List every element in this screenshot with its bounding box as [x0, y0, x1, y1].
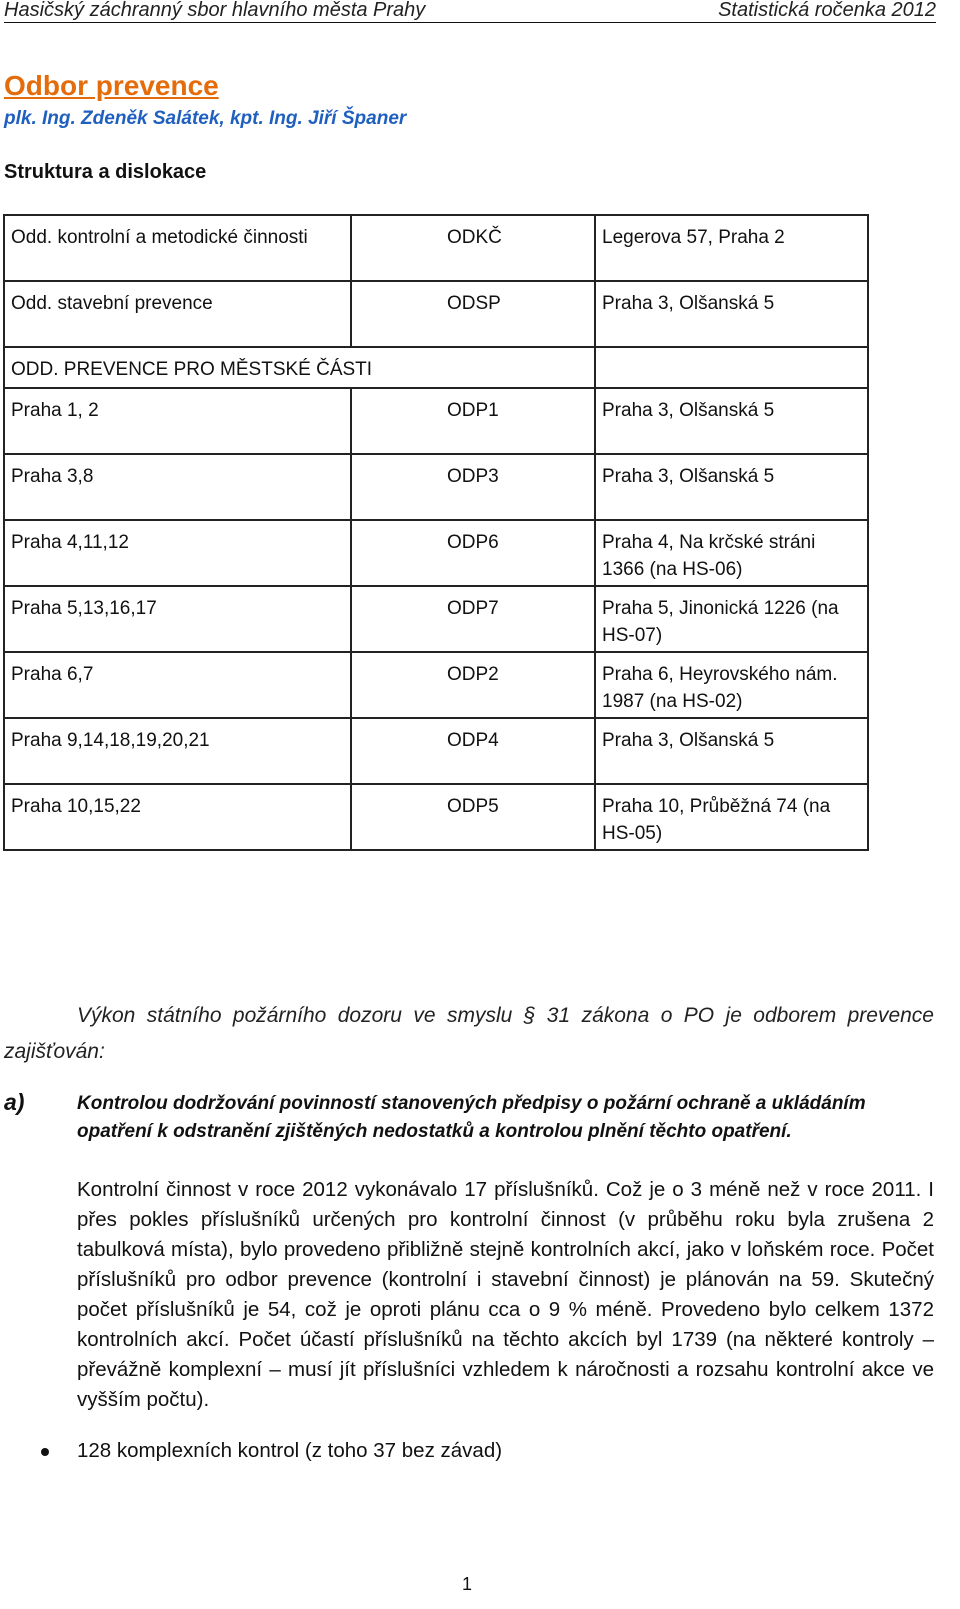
intro-paragraph — [4, 998, 934, 1070]
cell-code: ODP3 — [351, 454, 595, 520]
table-group-row — [4, 347, 868, 388]
header-left: Hasičský záchranný sbor hlavního města Prahy — [4, 0, 426, 21]
page-number: 1 — [462, 1574, 473, 1594]
cell-name: Praha 4,11,12 — [4, 520, 351, 586]
table-row — [4, 718, 868, 784]
table-row — [4, 215, 868, 281]
cell-code: ODP7 — [351, 586, 595, 652]
point-a — [4, 1090, 934, 1146]
body-paragraph — [4, 1175, 934, 1415]
table-row — [4, 281, 868, 347]
table-row — [4, 652, 868, 718]
cell-name: Praha 5,13,16,17 — [4, 586, 351, 652]
cell-name: Odd. kontrolní a metodické činnosti — [4, 215, 351, 281]
cell-code: ODSP — [351, 281, 595, 347]
cell-address: Praha 3, Olšanská 5 — [595, 718, 868, 784]
cell-address: Praha 3, Olšanská 5 — [595, 281, 868, 347]
cell-code: ODP1 — [351, 388, 595, 454]
cell-code: ODKČ — [351, 215, 595, 281]
cell-code: ODP6 — [351, 520, 595, 586]
cell-code: ODP2 — [351, 652, 595, 718]
cell-address: Praha 6, Heyrovského nám. 1987 (na HS-02) — [595, 652, 868, 718]
running-header — [4, 0, 936, 23]
cell-address: Praha 5, Jinonická 1226 (na HS-07) — [595, 586, 868, 652]
point-text: Kontrolou dodržování povinností stanovených předpisy o požární ochraně a ukládáním opatření k odstranění zjištěných nedostatků a kontrolou plnění těchto opatření. — [77, 1093, 866, 1142]
cell-name: Praha 3,8 — [4, 454, 351, 520]
table-row — [4, 454, 868, 520]
cell-name: Praha 1, 2 — [4, 388, 351, 454]
cell-code: ODP4 — [351, 718, 595, 784]
cell-address: Legerova 57, Praha 2 — [595, 215, 868, 281]
intro-line-2: zajišťován: — [4, 1040, 105, 1063]
structure-table — [3, 214, 869, 851]
point-marker: a) — [4, 1089, 25, 1115]
table-row — [4, 586, 868, 652]
bullet-icon — [41, 1448, 49, 1456]
bullet-text: 128 komplexních kontrol (z toho 37 bez závad) — [77, 1439, 503, 1462]
cell-name: Praha 6,7 — [4, 652, 351, 718]
body-paragraph-text: Kontrolní činnost v roce 2012 vykonávalo 17 příslušníků. Což je o 3 méně než v roce 2011. I přes pokles příslušníků určených pro kontrolní činnost (v průběhu roku byla zrušena 2 tabulková místa), bylo provedeno přibližně stejně kontrolních akcí, jako v loňském roce. Počet příslušníků pro odbor prevence (kontrolní i stavební činnost) je plánován na 59. Skutečný počet příslušníků je 54, což je oproti plánu cca o 9 % méně. Provedeno bylo celkem 1372 kontrolních akcí. Počet účastí příslušníků na těchto akcích byl 1739 (na některé kontroly – převážně komplexní – musí jít příslušníci vzhledem k náročnosti a rozsahu kontrolní akce ve vyšším počtu). — [77, 1178, 934, 1411]
cell-name: Praha 9,14,18,19,20,21 — [4, 718, 351, 784]
section-heading: Struktura a dislokace — [4, 161, 207, 183]
department-heads: plk. Ing. Zdeněk Salátek, kpt. Ing. Jiří Španer — [4, 108, 407, 129]
intro-line-1: Výkon státního požárního dozoru ve smyslu § 31 zákona o PO je odborem prevence — [77, 1004, 934, 1027]
cell-address: Praha 4, Na krčské stráni 1366 (na HS-06) — [595, 520, 868, 586]
header-right: Statistická ročenka 2012 — [718, 0, 936, 21]
table-row — [4, 520, 868, 586]
cell-name: Odd. stavební prevence — [4, 281, 351, 347]
cell-group-heading: ODD. PREVENCE PRO MĚSTSKÉ ČÁSTI — [4, 347, 595, 388]
cell-address: Praha 10, Průběžná 74 (na HS-05) — [595, 784, 868, 850]
cell-code: ODP5 — [351, 784, 595, 850]
cell-address: Praha 3, Olšanská 5 — [595, 454, 868, 520]
table-row — [4, 784, 868, 850]
cell-address — [595, 347, 868, 388]
table-row — [4, 388, 868, 454]
cell-name: Praha 10,15,22 — [4, 784, 351, 850]
cell-address: Praha 3, Olšanská 5 — [595, 388, 868, 454]
page-title: Odbor prevence — [4, 70, 219, 101]
